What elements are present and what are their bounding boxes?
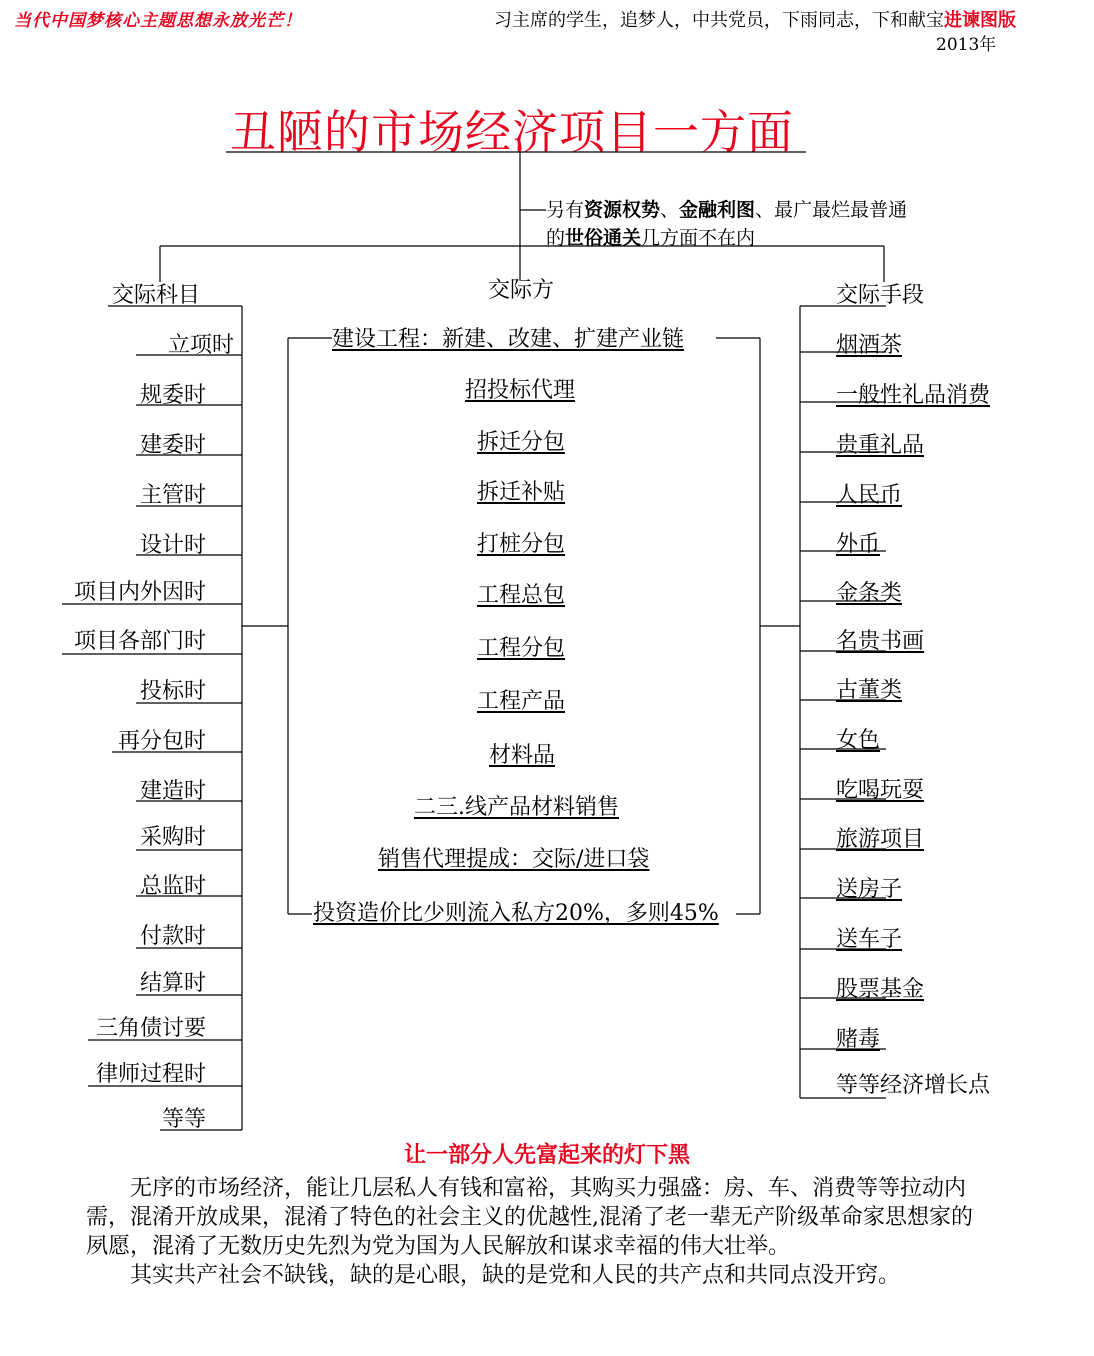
left-item: 律师过程时 [95, 1062, 206, 1087]
note-text: 另有 [546, 199, 585, 221]
middle-item: 拆迁分包 [477, 430, 566, 455]
left-item: 项目内外因时 [73, 580, 206, 605]
middle-item: 工程总包 [477, 583, 566, 608]
middle-item: 二三.线产品材料销售 [414, 795, 619, 820]
middle-item: 建设工程：新建、改建、扩建产业链 [332, 327, 685, 352]
left-item: 采购时 [139, 825, 206, 850]
right-item: 外币 [836, 532, 881, 557]
right-item: 送车子 [836, 927, 903, 952]
left-item: 付款时 [139, 924, 206, 949]
left-item: 设计时 [139, 533, 206, 558]
left-heading: 交际科目 [112, 283, 201, 308]
note-bold: 金融利图 [679, 199, 756, 221]
diagram-title: 丑陋的市场经济项目一方面 [230, 105, 794, 159]
paragraph: 无序的市场经济，能让几层私人有钱和富裕，其购买力强盛：房、车、消费等等拉动内需，混淆开放成果，混淆了特色的社会主义的优越性,混淆了老一辈无产阶级革命家思想家的夙愿，混淆了无数历史先烈为党为国为人民解放和谋求幸福的伟大壮举。 [86, 1176, 973, 1259]
left-item: 结算时 [139, 971, 206, 996]
left-item: 总监时 [139, 874, 206, 899]
paragraph: 其实共产社会不缺钱，缺的是心眼，缺的是党和人民的共产点和共同点没开窍。 [130, 1263, 901, 1288]
author-prefix: 习主席的学生，追梦人，中共党员，下雨同志，下和献宝 [494, 10, 944, 31]
middle-item: 材料品 [489, 743, 556, 768]
right-item: 金条类 [836, 581, 903, 606]
left-item: 立项时 [167, 333, 234, 358]
note-text: 、 [660, 199, 680, 221]
section-body [86, 1174, 986, 1290]
note-text: 几方面不在内 [641, 227, 756, 249]
right-item: 一般性礼品消费 [836, 383, 991, 408]
note-bold: 资源权势 [584, 199, 661, 221]
author-suffix: 进谏图版 [944, 10, 1016, 31]
left-item: 项目各部门时 [73, 629, 206, 654]
year: 2013年 [936, 35, 997, 55]
middle-item: 工程产品 [477, 689, 566, 714]
right-item: 贵重礼品 [836, 433, 925, 458]
left-item: 建委时 [139, 433, 206, 458]
middle-item: 工程分包 [477, 636, 566, 661]
note [546, 196, 907, 252]
middle-item: 招投标代理 [465, 378, 576, 403]
left-item: 建造时 [139, 779, 206, 804]
right-item: 赌毒 [836, 1027, 881, 1052]
right-item: 人民币 [836, 483, 903, 508]
middle-item: 销售代理提成：交际/进口袋 [378, 847, 650, 872]
right-item: 吃喝玩耍 [836, 778, 925, 803]
note-text: 、最广最烂最普通 [755, 199, 908, 221]
middle-item: 投资造价比少则流入私方20%，多则45% [313, 901, 719, 926]
left-item: 再分包时 [117, 729, 206, 754]
right-item: 名贵书画 [836, 629, 925, 654]
right-item: 送房子 [836, 877, 903, 902]
left-item: 三角债讨要 [95, 1016, 206, 1041]
left-item: 投标时 [139, 679, 206, 704]
left-item: 等等 [161, 1107, 206, 1132]
note-bold: 世俗通关 [565, 227, 642, 249]
note-line-1 [546, 196, 907, 224]
right-heading: 交际手段 [836, 283, 925, 308]
right-item: 旅游项目 [836, 827, 925, 852]
slogan: 当代中国梦核心主题思想永放光芒！ [14, 11, 302, 31]
left-item: 主管时 [139, 483, 206, 508]
right-item: 女色 [836, 728, 881, 753]
right-item: 股票基金 [836, 977, 925, 1002]
note-text: 的 [546, 227, 566, 249]
note-line-2 [546, 224, 907, 252]
right-item: 烟酒茶 [836, 333, 903, 358]
middle-item: 打桩分包 [477, 532, 566, 557]
middle-item: 拆迁补贴 [477, 480, 566, 505]
left-item: 规委时 [139, 383, 206, 408]
middle-heading: 交际方 [488, 278, 555, 303]
section-title: 让一部分人先富起来的灯下黑 [404, 1142, 691, 1168]
right-item: 古董类 [836, 678, 903, 703]
right-item: 等等经济增长点 [836, 1073, 991, 1098]
